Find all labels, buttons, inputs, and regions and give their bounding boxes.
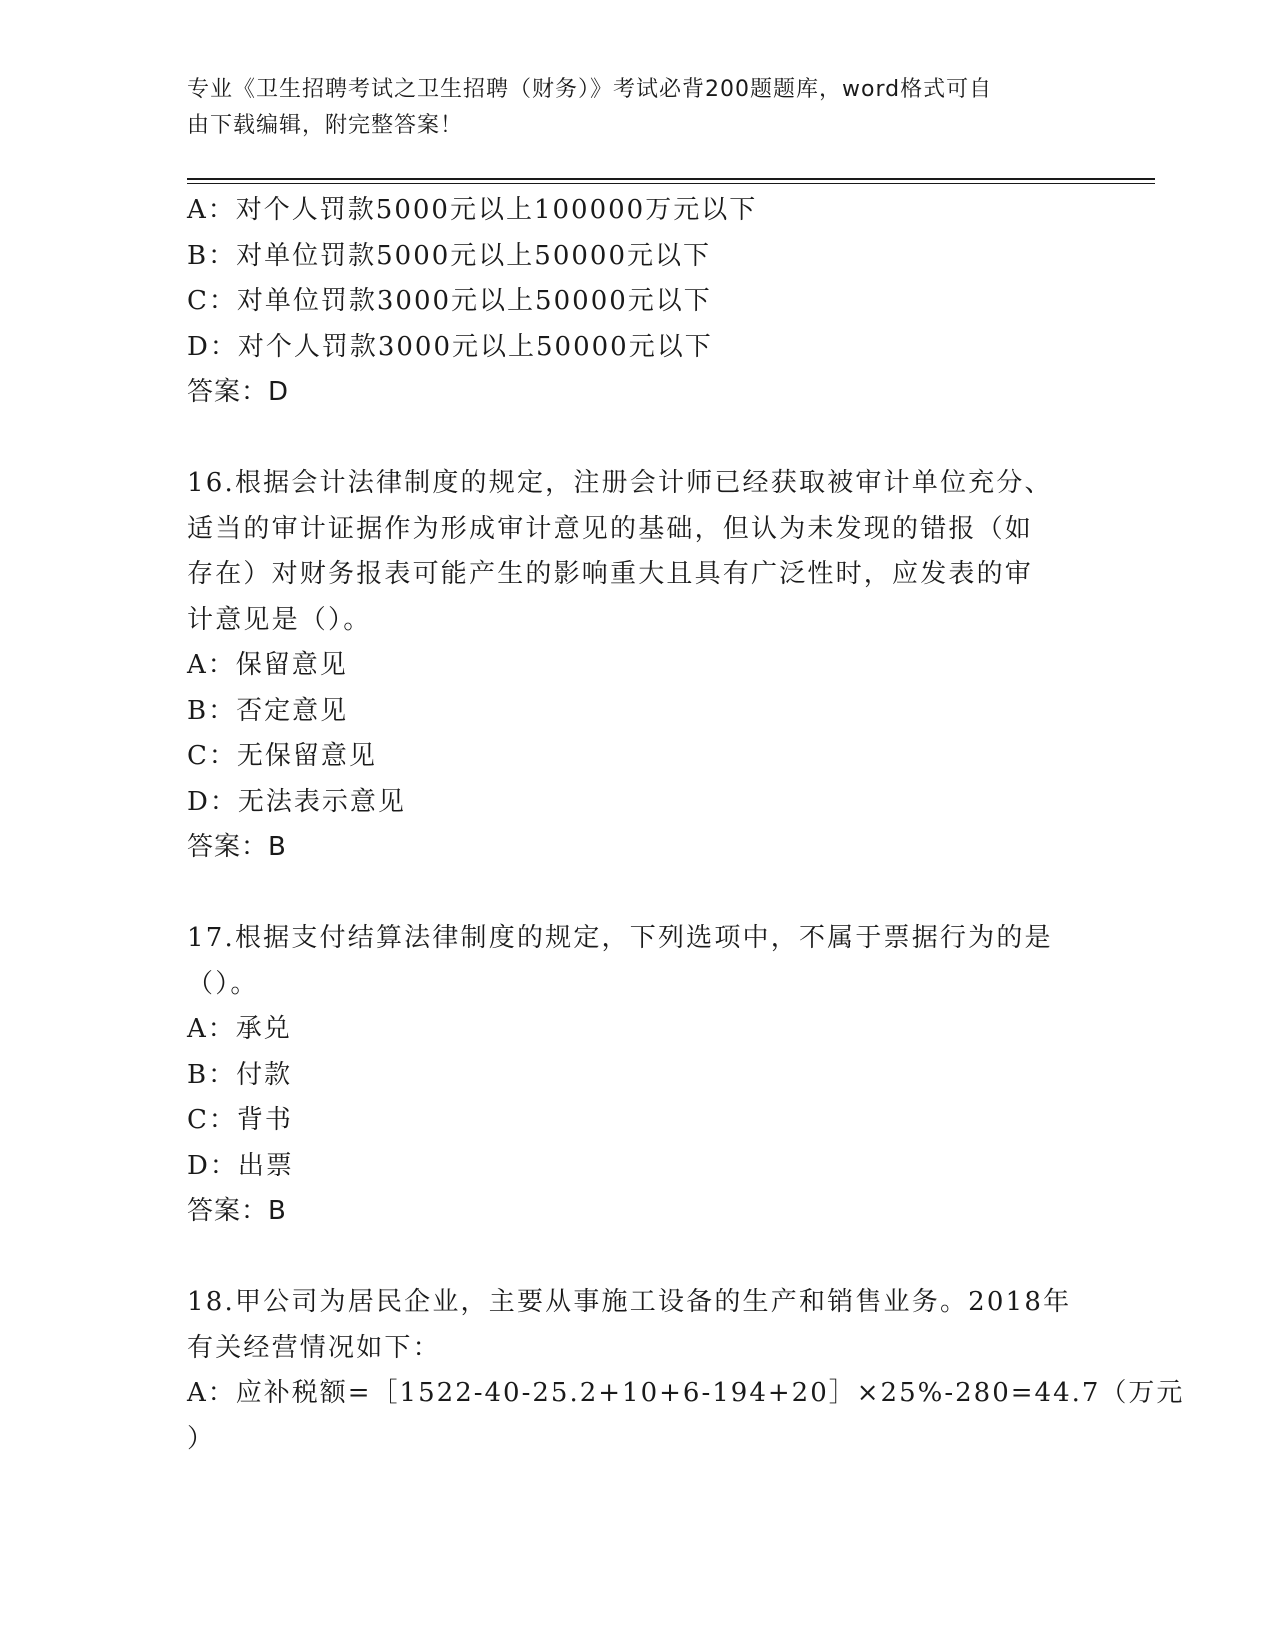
option-a: A：保留意见 [187, 650, 348, 680]
option-b: B：对单位罚款5000元以上50000元以下 [187, 240, 711, 271]
spacer [187, 1235, 1087, 1281]
option-c: C：无保留意见 [187, 741, 377, 771]
option-c: C：背书 [187, 1105, 293, 1135]
spacer [187, 871, 1087, 917]
option-a: A：对个人罚款5000元以上100000万元以下 [187, 195, 758, 225]
question-text-line: 16.根据会计法律制度的规定，注册会计师已经获取被审计单位充分、 [187, 468, 1053, 498]
question-18 [187, 1280, 1185, 1462]
question-17 [187, 916, 1087, 1235]
spacer [187, 416, 1087, 462]
question-text-line: 17.根据支付结算法律制度的规定，下列选项中，不属于票据行为的是 [187, 923, 1053, 953]
option-a: A：承兑 [187, 1014, 292, 1044]
option-d: D：对个人罚款3000元以上50000元以下 [187, 331, 713, 362]
answer-line: 答案：B [187, 832, 287, 862]
question-text-line: （）。 [187, 968, 259, 999]
header-divider-thin [187, 183, 1155, 184]
document-header [187, 72, 1067, 144]
option-b: B：否定意见 [187, 695, 349, 726]
question-text-line: 18.甲公司为居民企业，主要从事施工设备的生产和销售业务。2018年 [187, 1287, 1072, 1317]
option-a-continued: ） [187, 1423, 216, 1454]
option-a: A：应补税额=［1522-40-25.2+10+6-194+20］×25%-280=44.7（万元 [187, 1378, 1185, 1408]
option-c: C：对单位罚款3000元以上50000元以下 [187, 286, 712, 316]
answer-line: 答案：D [187, 377, 290, 407]
question-content [187, 188, 1185, 1462]
question-text-line: 计意见是（）。 [187, 604, 372, 635]
header-divider-thick [187, 178, 1155, 180]
question-text-line: 有关经营情况如下： [187, 1332, 441, 1363]
answer-line: 答案：B [187, 1196, 287, 1226]
option-d: D：出票 [187, 1150, 294, 1181]
option-d: D：无法表示意见 [187, 786, 406, 817]
question-15 [187, 188, 1087, 416]
question-text-line: 适当的审计证据作为形成审计意见的基础，但认为未发现的错报（如 [187, 513, 1034, 544]
question-16 [187, 461, 1087, 871]
option-b: B：付款 [187, 1059, 293, 1090]
header-line-2: 由下载编辑，附完整答案！ [187, 113, 464, 138]
header-line-1: 专业《卫生招聘考试之卫生招聘（财务）》考试必背200题题库，word格式可自 [187, 77, 993, 102]
question-text-line: 存在）对财务报表可能产生的影响重大且具有广泛性时，应发表的审 [187, 559, 1034, 589]
